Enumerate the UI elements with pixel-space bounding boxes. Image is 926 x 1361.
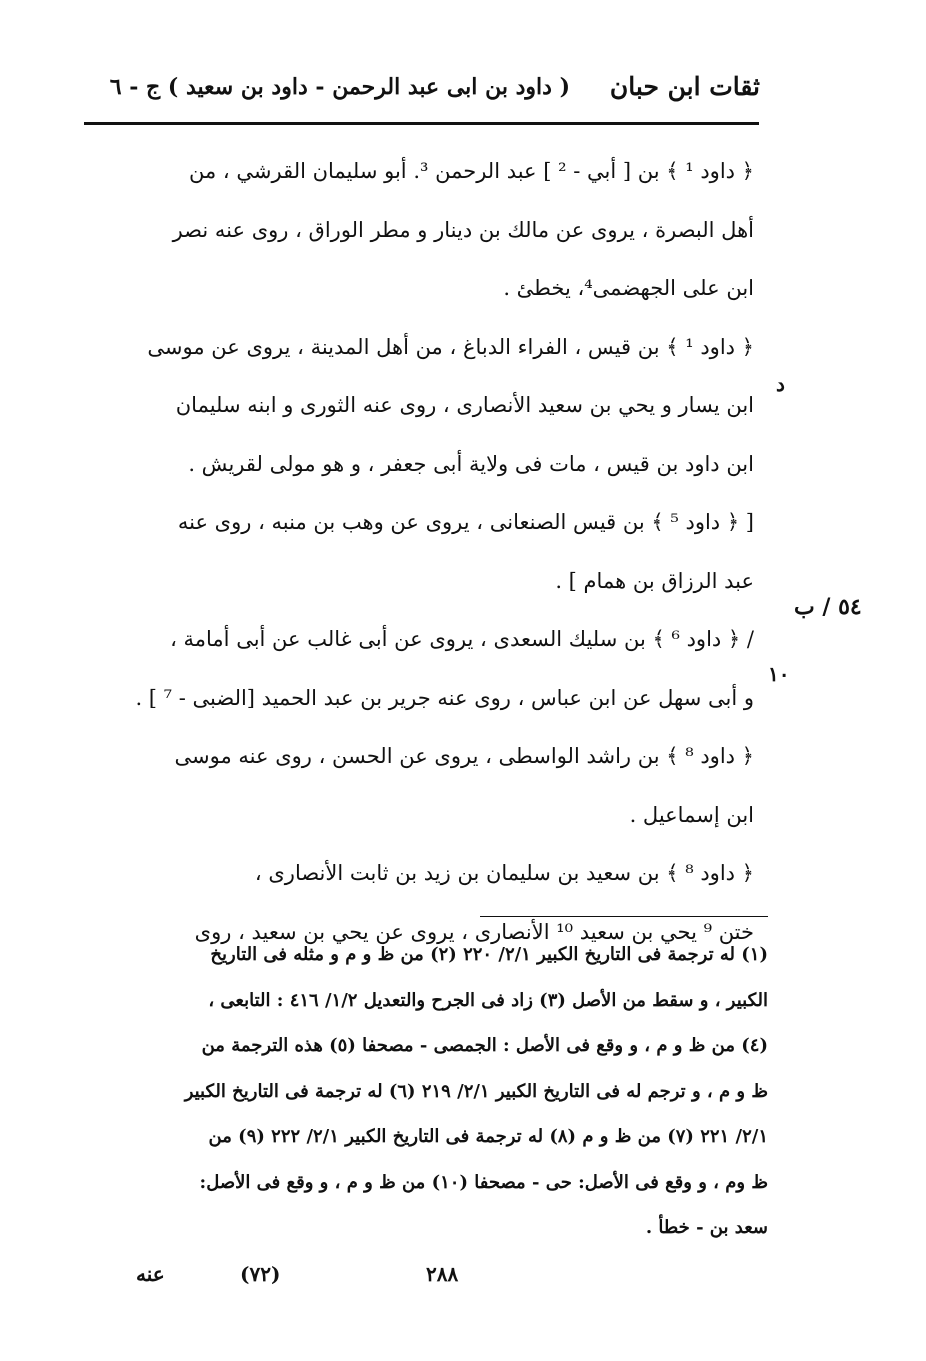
footnote-line: ٢/١/ ٢٢١ (٧) من ظ و م (٨) له ترجمة فى التاريخ الكبير ٢/١/ ٢٢٢ (٩) من [208,1126,768,1147]
text-line: ﴿ داود ⁸ ﴾ بن سعيد بن سليمان بن زيد بن ثابت الأنصارى ، [254,861,754,885]
text-line: ﴿ داود ¹ ﴾ بن [ أبي - ² ] عبد الرحمن ³. أبو سليمان القرشي ، من [189,159,754,183]
text-line: ﴿ داود ⁸ ﴾ بن راشد الواسطى ، يروى عن الحسن ، روى عنه موسى [174,744,754,768]
text-line: عبد الرزاق بن همام ] . [555,568,754,593]
text-line: ابن على الجهضمى⁴، يخطئ . [503,276,754,300]
footnote-line: ظ و م ، و ترجم له فى التاريخ الكبير ٢/١/ ٢١٩ (٦) له ترجمة فى التاريخ الكبير [184,1080,768,1102]
footnote-line: ظ وم ، و وقع فى الأصل: حى - مصحفا (١٠) من ظ و م ، و وقع فى الأصل: [199,1171,768,1193]
book-title: ثقات ابن حبان [609,72,760,101]
volume-number: (٧٢) [240,1262,281,1286]
margin-folio: ٥٤ / ب [794,594,862,620]
text-line: ابن داود بن قيس ، مات فى ولاية أبى جعفر ، و هو مولى لقريش . [188,451,754,476]
margin-note-d: د [776,372,785,396]
footnote-line: (٤) من ظ و م ، و وقع فى الأصل : الجمصى - مصحفا (٥) هذه الترجمة من [201,1035,768,1056]
page-number: ٢٨٨ [426,1262,459,1286]
text-line: [ ﴿ داود ⁵ ﴾ بن قيس الصنعانى ، يروى عن وهب بن منبه ، روى عنه [177,510,754,534]
header-rule [84,122,759,125]
footnote-line: سعد بن - خطأ . [645,1217,768,1238]
footnote-line: (١) له ترجمة فى التاريخ الكبير ٢/١/ ٢٢٠ (٢) من ظ و م و مثله فى التاريخ [210,944,768,965]
text-line: أهل البصرة ، يروى عن مالك بن دينار و مطر الوراق ، روى عنه نصر [172,217,754,242]
margin-line-number: ١٠ [768,662,790,686]
text-line: ابن إسماعيل . [629,802,754,827]
text-line: و أبى سهل عن ابن عباس ، روى عنه جرير بن عبد الحميد [الضبى - ⁷ ] . [135,685,754,710]
text-line: / ﴿ داود ⁶ ﴾ بن سليك السعدى ، يروى عن أبى غالب عن أبى أمامة ، [170,627,754,651]
text-line: ابن يسار و يحي بن سعيد الأنصارى ، روى عنه الثورى و ابنه سليمان [175,393,754,417]
header-range: ( داود بن ابی عبد الرحمن - داود بن سعيد ) ج - ٦ [109,74,570,100]
running-header [96,72,760,112]
page-footer [120,1262,500,1292]
footnote-rule [480,916,768,917]
catchword: عنه [136,1262,165,1286]
footnote-line: الكبير ، و سقط من الأصل (٣) زاد فى الجرح والتعديل ١/٢/ ٤١٦ : التابعى ، [208,989,768,1011]
footnotes [108,932,768,1251]
text-line: ختن ⁹ يحي بن سعيد ¹⁰ الأنصارى ، يروى عن يحي بن سعيد ، روى [194,919,754,944]
main-text [102,142,754,961]
text-line: ﴿ داود ¹ ﴾ بن قيس ، الفراء الدباغ ، من أهل المدينة ، يروى عن موسى [147,334,754,359]
